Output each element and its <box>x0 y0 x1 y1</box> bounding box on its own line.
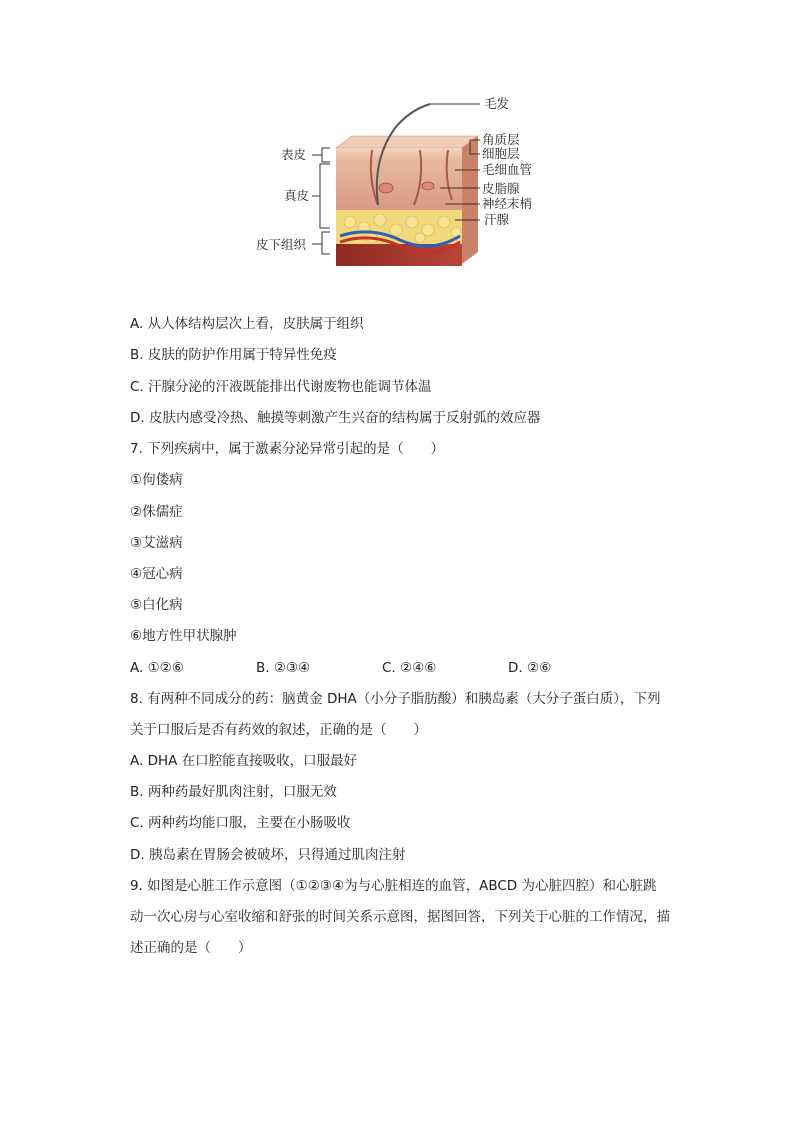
label-sweat-gland: 汗腺 <box>484 212 510 227</box>
q6-option-b: B. 皮肤的防护作用属于特异性免疫 <box>130 347 337 363</box>
q6-option-d: D. 皮肤内感受冷热、触摸等刺激产生兴奋的结构属于反射弧的效应器 <box>130 410 541 426</box>
q9-stem-line1: 9. 如图是心脏工作示意图（①②③④为与心脏相连的血管，ABCD 为心脏四腔）和心脏跳 <box>130 878 657 894</box>
q8-stem-line1: 8. 有两种不同成分的药：脑黄金 DHA（小分子脂肪酸）和胰岛素（大分子蛋白质），下列 <box>130 691 661 707</box>
q9-stem-line3: 述正确的是（ ） <box>130 940 252 956</box>
q7-option-a: A. ①②⑥ <box>130 660 184 676</box>
q8-stem-line2: 关于口服后是否有药效的叙述，正确的是（ ） <box>130 722 427 738</box>
label-capillary: 毛细血管 <box>482 162 533 177</box>
q7-option-c: C. ②④⑥ <box>382 660 437 676</box>
q7-item-2: ②侏儒症 <box>130 504 183 520</box>
label-subcutaneous: 皮下组织 <box>256 237 307 252</box>
q7-item-3: ③艾滋病 <box>130 535 183 551</box>
skin-structure-figure <box>0 0 794 300</box>
q8-option-a: A. DHA 在口腔能直接吸收，口服最好 <box>130 753 358 769</box>
label-dermis: 真皮 <box>284 188 310 203</box>
q6-option-a: A. 从人体结构层次上看，皮肤属于组织 <box>130 316 364 332</box>
q6-option-c: C. 汗腺分泌的汗液既能排出代谢废物也能调节体温 <box>130 379 432 395</box>
q8-option-b: B. 两种药最好肌肉注射，口服无效 <box>130 784 337 800</box>
q7-item-4: ④冠心病 <box>130 566 183 582</box>
label-hair: 毛发 <box>484 96 510 111</box>
q7-option-d: D. ②⑥ <box>508 660 552 676</box>
label-epidermis: 表皮 <box>281 147 307 162</box>
q8-option-c: C. 两种药均能口服，主要在小肠吸收 <box>130 815 351 831</box>
label-stratum-corneum: 角质层 <box>482 132 520 147</box>
q9-stem-line2: 动一次心房与心室收缩和舒张的时间关系示意图，据图回答，下列关于心脏的工作情况，描 <box>130 909 670 925</box>
q7-item-6: ⑥地方性甲状腺肿 <box>130 628 237 644</box>
q7-stem: 7. 下列疾病中，属于激素分泌异常引起的是（ ） <box>130 441 445 457</box>
q7-option-b: B. ②③④ <box>256 660 311 676</box>
q7-item-5: ⑤白化病 <box>130 597 183 613</box>
label-sebaceous-gland: 皮脂腺 <box>482 181 520 196</box>
q8-option-d: D. 胰岛素在胃肠会被破坏，只得通过肌肉注射 <box>130 847 406 863</box>
label-nerve-ending: 神经末梢 <box>482 196 533 211</box>
label-cell-layer: 细胞层 <box>482 146 520 161</box>
q7-item-1: ①佝偻病 <box>130 472 183 488</box>
